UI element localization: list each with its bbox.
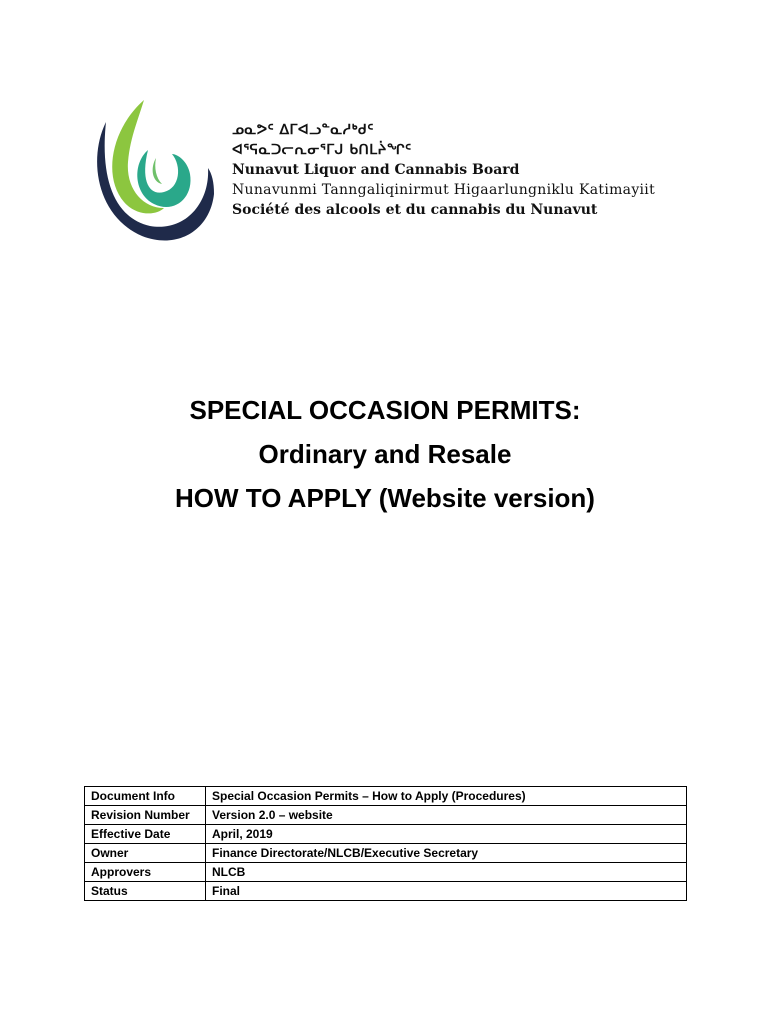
info-value: Special Occasion Permits – How to Apply (Procedures) <box>206 787 687 806</box>
info-key: Status <box>85 882 206 901</box>
info-value: Version 2.0 – website <box>206 806 687 825</box>
org-name-syllabics-line1: ᓄᓇᕗᑦ ᐃᒥᐊᓗᓐᓇᓱᒃᑯᑦ <box>232 122 374 138</box>
info-key: Approvers <box>85 863 206 882</box>
info-key: Owner <box>85 844 206 863</box>
info-key: Document Info <box>85 787 206 806</box>
table-row <box>85 825 687 844</box>
org-name-french: Société des alcools et du cannabis du Nunavut <box>232 202 598 218</box>
org-name-inuinnaqtun: Nunavunmi Tanngaliqinirmut Higaarlungniklu Katimayiit <box>232 182 656 198</box>
info-key: Revision Number <box>85 806 206 825</box>
org-name-english: Nunavut Liquor and Cannabis Board <box>232 162 520 178</box>
table-row <box>85 863 687 882</box>
document-info-table <box>84 786 687 901</box>
title-line-3: HOW TO APPLY (Website version) <box>175 483 595 513</box>
info-value: NLCB <box>206 863 687 882</box>
info-value: Finance Directorate/NLCB/Executive Secretary <box>206 844 687 863</box>
nlcb-logo-icon <box>92 98 220 248</box>
table-row <box>85 844 687 863</box>
info-value: April, 2019 <box>206 825 687 844</box>
document-title <box>0 388 770 520</box>
info-value: Final <box>206 882 687 901</box>
title-line-2: Ordinary and Resale <box>258 439 512 469</box>
table-row <box>85 806 687 825</box>
table-row <box>85 787 687 806</box>
table-row <box>85 882 687 901</box>
info-key: Effective Date <box>85 825 206 844</box>
title-line-1: SPECIAL OCCASION PERMITS: <box>189 395 581 425</box>
org-name-syllabics-line2: ᐊᕐᕋᓇᑐᓕᕆᓂᕐᒥᒍ ᑲᑎᒪᔩᖏᑦ <box>232 142 412 158</box>
organization-name-block <box>232 120 732 220</box>
